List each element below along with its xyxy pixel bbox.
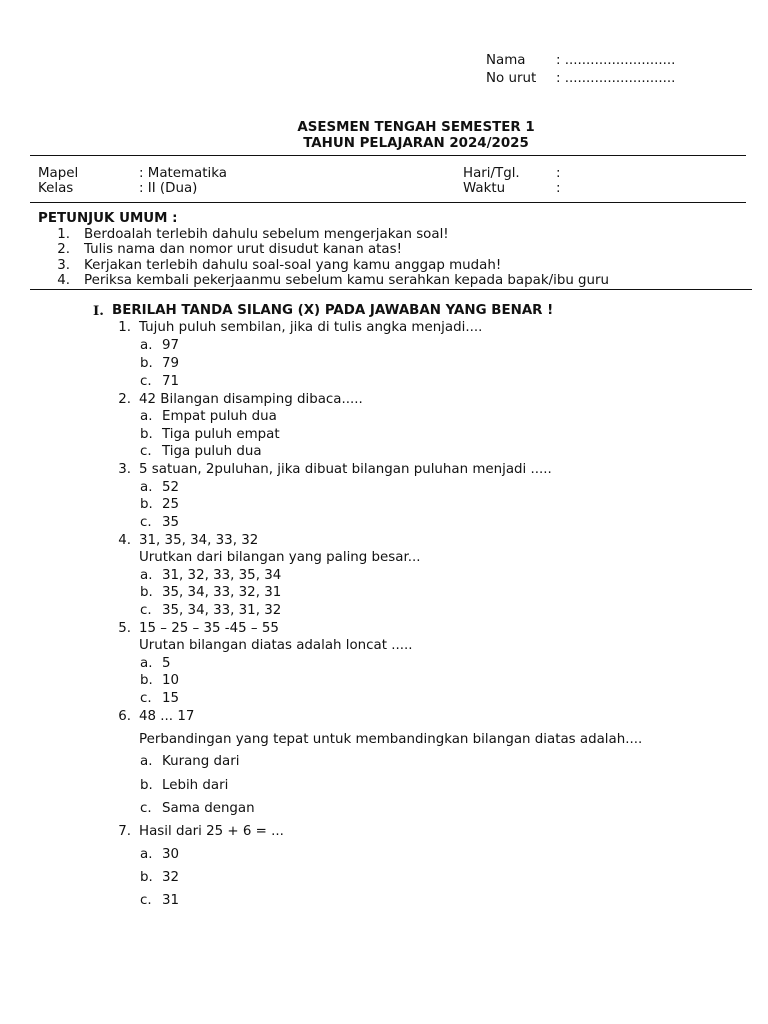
option-label[interactable]: c. bbox=[140, 444, 152, 459]
question-number: 7. bbox=[118, 824, 131, 839]
option-text[interactable]: Empat puluh dua bbox=[162, 409, 277, 424]
option-label[interactable]: a. bbox=[140, 656, 153, 671]
question-text: 5 satuan, 2puluhan, jika dibuat bilangan puluhan menjadi ..... bbox=[139, 462, 552, 477]
option-label[interactable]: c. bbox=[140, 603, 152, 618]
divider-top bbox=[30, 155, 746, 156]
waktu-value: : bbox=[556, 181, 561, 196]
question-text: Urutan bilangan diatas adalah loncat ..... bbox=[139, 638, 413, 653]
option-label[interactable]: c. bbox=[140, 515, 152, 530]
option-label[interactable]: c. bbox=[140, 691, 152, 706]
question-text: Urutkan dari bilangan yang paling besar... bbox=[139, 550, 421, 565]
option-label[interactable]: b. bbox=[140, 497, 153, 512]
instruction-number: 4. bbox=[57, 273, 70, 288]
option-label[interactable]: a. bbox=[140, 338, 153, 353]
divider-middle bbox=[30, 202, 746, 203]
option-text[interactable]: 35 bbox=[162, 515, 180, 530]
instruction-text: Berdoalah terlebih dahulu sebelum mengerjakan soal! bbox=[84, 227, 449, 242]
option-label[interactable]: a. bbox=[140, 480, 153, 495]
divider-bottom bbox=[30, 289, 752, 290]
option-text[interactable]: 97 bbox=[162, 338, 180, 353]
option-label[interactable]: c. bbox=[140, 893, 152, 908]
question-text: 15 – 25 – 35 -45 – 55 bbox=[139, 621, 279, 636]
mapel-label: Mapel bbox=[38, 166, 79, 181]
no-urut-label: No urut bbox=[486, 71, 537, 86]
hari-value: : bbox=[556, 166, 561, 181]
instruction-text: Tulis nama dan nomor urut disudut kanan atas! bbox=[84, 242, 402, 257]
option-text[interactable]: 31, 32, 33, 35, 34 bbox=[162, 568, 282, 583]
instructions-heading: PETUNJUK UMUM : bbox=[38, 211, 178, 226]
question-text: Tujuh puluh sembilan, jika di tulis angka menjadi.... bbox=[139, 320, 483, 335]
option-text[interactable]: 35, 34, 33, 32, 31 bbox=[162, 585, 282, 600]
no-urut-field[interactable]: : .......................... bbox=[556, 71, 676, 86]
document-subtitle: TAHUN PELAJARAN 2024/2025 bbox=[303, 136, 529, 151]
option-text[interactable]: 25 bbox=[162, 497, 180, 512]
instruction-text: Kerjakan terlebih dahulu soal-soal yang kamu anggap mudah! bbox=[84, 258, 502, 273]
option-text[interactable]: 30 bbox=[162, 847, 180, 862]
option-text[interactable]: 31 bbox=[162, 893, 180, 908]
question-number: 4. bbox=[118, 533, 131, 548]
option-text[interactable]: Tiga puluh empat bbox=[162, 427, 280, 442]
option-label[interactable]: b. bbox=[140, 356, 153, 371]
option-label[interactable]: b. bbox=[140, 585, 153, 600]
option-label[interactable]: a. bbox=[140, 754, 153, 769]
waktu-label: Waktu bbox=[463, 181, 506, 196]
question-text: Perbandingan yang tepat untuk membandingkan bilangan diatas adalah.... bbox=[139, 732, 643, 747]
mapel-value: : Matematika bbox=[139, 166, 227, 181]
option-label[interactable]: b. bbox=[140, 673, 153, 688]
option-text[interactable]: Sama dengan bbox=[162, 801, 255, 816]
option-text[interactable]: 52 bbox=[162, 480, 180, 495]
option-text[interactable]: 15 bbox=[162, 691, 180, 706]
option-text[interactable]: Tiga puluh dua bbox=[162, 444, 262, 459]
document-title: ASESMEN TENGAH SEMESTER 1 bbox=[297, 120, 535, 135]
option-label[interactable]: c. bbox=[140, 374, 152, 389]
option-label[interactable]: a. bbox=[140, 568, 153, 583]
instruction-number: 2. bbox=[57, 242, 70, 257]
option-text[interactable]: 35, 34, 33, 31, 32 bbox=[162, 603, 282, 618]
hari-label: Hari/Tgl. bbox=[463, 166, 520, 181]
option-text[interactable]: 79 bbox=[162, 356, 180, 371]
name-label: Nama bbox=[486, 53, 526, 68]
question-number: 2. bbox=[118, 392, 131, 407]
option-text[interactable]: 10 bbox=[162, 673, 180, 688]
option-label[interactable]: b. bbox=[140, 870, 153, 885]
question-number: 5. bbox=[118, 621, 131, 636]
question-number: 6. bbox=[118, 709, 131, 724]
option-label[interactable]: b. bbox=[140, 778, 153, 793]
option-label[interactable]: c. bbox=[140, 801, 152, 816]
option-text[interactable]: Kurang dari bbox=[162, 754, 240, 769]
question-text: Hasil dari 25 + 6 = ... bbox=[139, 824, 284, 839]
option-text[interactable]: Lebih dari bbox=[162, 778, 229, 793]
question-text: 31, 35, 34, 33, 32 bbox=[139, 533, 259, 548]
option-label[interactable]: a. bbox=[140, 409, 153, 424]
option-label[interactable]: a. bbox=[140, 847, 153, 862]
option-text[interactable]: 5 bbox=[162, 656, 171, 671]
section-heading: BERILAH TANDA SILANG (X) PADA JAWABAN YANG BENAR ! bbox=[112, 303, 554, 318]
section-roman-numeral: I. bbox=[93, 303, 104, 319]
option-text[interactable]: 71 bbox=[162, 374, 180, 389]
name-field[interactable]: : .......................... bbox=[556, 53, 676, 68]
instruction-number: 3. bbox=[57, 258, 70, 273]
instruction-text: Periksa kembali pekerjaanmu sebelum kamu serahkan kepada bapak/ibu guru bbox=[84, 273, 610, 288]
kelas-value: : II (Dua) bbox=[139, 181, 198, 196]
question-text: 48 ... 17 bbox=[139, 709, 195, 724]
instruction-number: 1. bbox=[57, 227, 70, 242]
option-text[interactable]: 32 bbox=[162, 870, 180, 885]
question-text: 42 Bilangan disamping dibaca..... bbox=[139, 392, 363, 407]
option-label[interactable]: b. bbox=[140, 427, 153, 442]
question-number: 1. bbox=[118, 320, 131, 335]
kelas-label: Kelas bbox=[38, 181, 74, 196]
question-number: 3. bbox=[118, 462, 131, 477]
